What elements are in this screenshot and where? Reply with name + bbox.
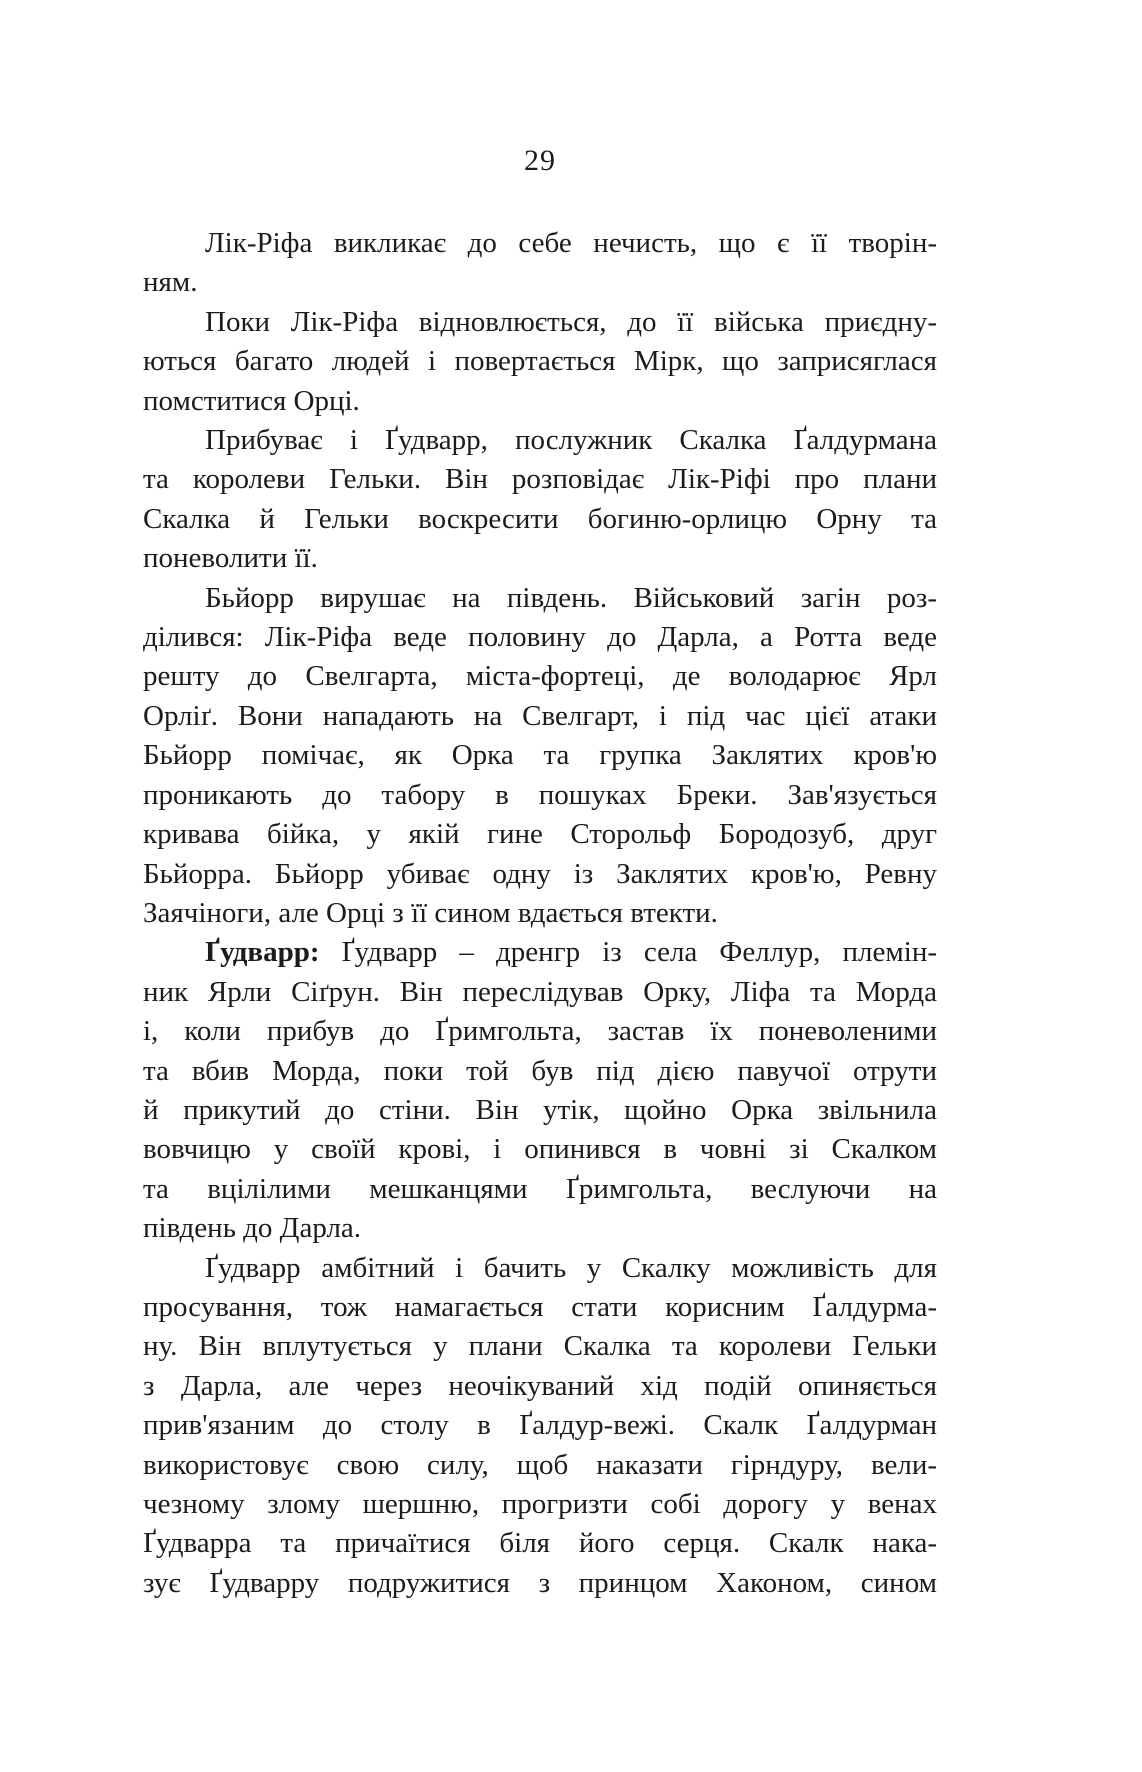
text-line: Заячіноги, але Орці з її сином вдається втекти. [143,896,718,929]
text-line: південь до Дарла. [143,1212,362,1245]
text-line: ну. Він вплутується у плани Скалка та королеви Гельки [143,1330,937,1363]
text-line: ник Ярли Сіґрун. Він переслідував Орку, Ліфа та Морда [143,975,937,1008]
text-line: чезному злому шершню, прогризти собі дорогу у венах [143,1488,937,1520]
text-line: Ґудварр: Ґудварр – дренгр із села Феллур, племін- [205,936,937,969]
text-line: використовує свою силу, щоб наказати гірндуру, вели- [143,1448,937,1481]
text-line: з Дарла, але через неочікуваний хід подій опиняється [143,1369,937,1402]
text-line: кривава бійка, у якій гине Сторольф Бородозуб, друг [143,818,937,851]
text-line: просування, тож намагається стати корисним Ґалдурма- [143,1290,937,1323]
text-line: прив'язаним до столу в Ґалдур-вежі. Скалк Ґалдурман [143,1409,937,1442]
text-line: Поки Лік-Ріфа відновлюється, до її війська приєдну- [205,305,937,338]
text-line: Бьйорр вирушає на південь. Військовий загін роз- [205,581,937,614]
text-line: та вбив Морда, поки той був під дією павучої отрути [143,1054,937,1087]
text-line: Скалка й Гельки воскресити богиню-орлицю Орну та [143,502,937,535]
text-line: поневолити її. [143,542,318,575]
text-line: Лік-Ріфа викликає до себе нечисть, що є її творін- [205,227,937,259]
text-line: Орліґ. Вони нападають на Свелгарт, і під час цієї атаки [143,699,937,732]
text-line: зує Ґудварру подружитися з принцом Хаконом, сином [143,1566,937,1599]
text-line: помститися Орці. [143,384,360,417]
text-line: Ґудварра та причаїтися біля його серця. Скалк нака- [143,1527,937,1560]
text-line: ділився: Лік-Ріфа веде половину до Дарла, а Ротта веде [143,621,937,654]
text-line: вовчицю у своїй крові, і опинився в човні зі Скалком [143,1133,937,1166]
text-line: Бьйорр помічає, як Орка та групка Заклятих кров'ю [143,739,937,772]
text-line: ням. [143,266,198,299]
text-line: Бьйорра. Бьйорр убиває одну із Заклятих кров'ю, Ревну [143,857,937,890]
text-line: та вцілілими мешканцями Ґримгольта, веслуючи на [143,1172,937,1205]
text-line: і, коли прибув до Ґримгольта, застав їх поневоленими [143,1015,937,1048]
text-line: ються багато людей і повертається Мірк, що заприсяглася [143,345,937,378]
text-line: Ґудварр амбітний і бачить у Скалку можливість для [205,1251,937,1284]
text-line: й прикутий до стіни. Він утік, щойно Орка звільнила [143,1093,937,1126]
page-number: 29 [524,144,556,177]
text-line: решту до Свелгарта, міста-фортеці, де володарює Ярл [143,660,937,693]
text-line: та королеви Гельки. Він розповідає Лік-Ріфі про плани [143,463,937,496]
text-line: проникають до табору в пошуках Бреки. Зав'язується [143,778,937,811]
character-name-lead: Ґудварр: [205,936,320,969]
page-text-block [143,224,937,1603]
text-line: Прибуває і Ґудварр, послужник Скалка Ґалдурмана [205,424,937,457]
